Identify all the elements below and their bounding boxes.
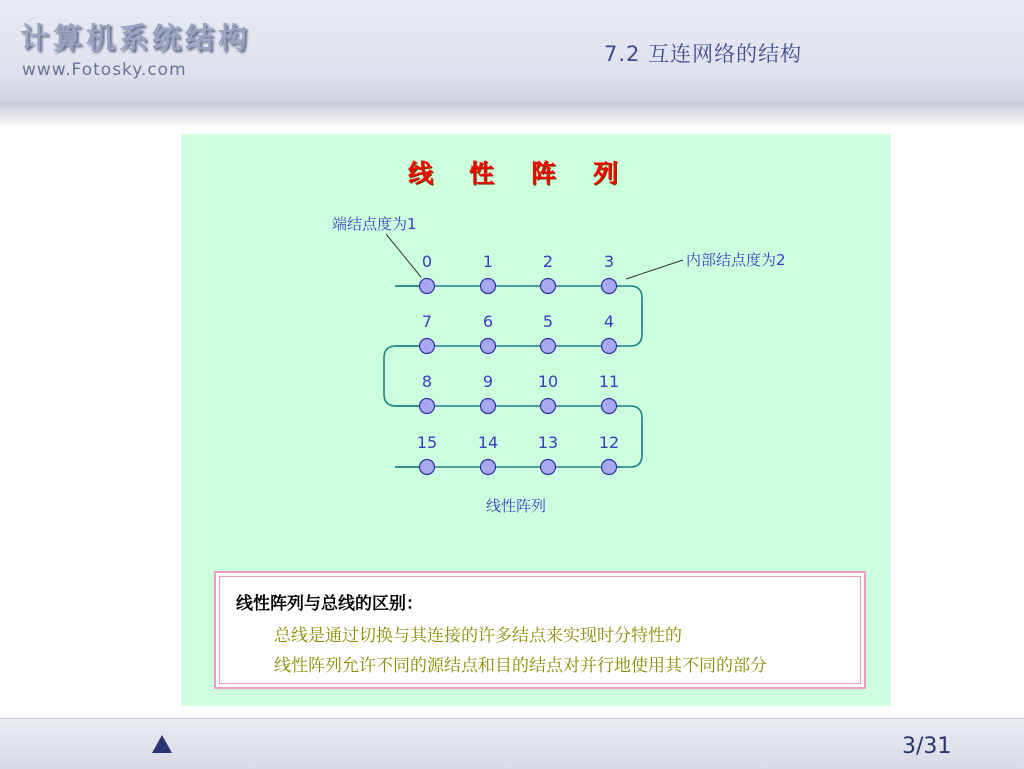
diagram-title-char-2: 性 xyxy=(469,159,495,188)
nav-up-triangle-icon[interactable] xyxy=(152,735,172,753)
node-6 xyxy=(481,339,496,354)
diagram-title-char-3: 阵 xyxy=(531,159,557,188)
node-label-14: 14 xyxy=(477,433,499,452)
node-9 xyxy=(481,399,496,414)
node-label-2: 2 xyxy=(542,252,554,271)
node-label-11: 11 xyxy=(598,372,620,391)
node-10 xyxy=(541,399,556,414)
node-label-1: 1 xyxy=(482,252,494,271)
loop-7-8 xyxy=(384,346,427,406)
diagram-caption: 线性阵列 xyxy=(486,497,547,515)
node-label-3: 3 xyxy=(603,252,615,271)
node-13 xyxy=(541,460,556,475)
callout-inner-degree: 内部结点度为2 xyxy=(686,251,786,269)
node-label-6: 6 xyxy=(482,312,494,331)
node-label-0: 0 xyxy=(421,252,433,271)
node-labels xyxy=(417,252,619,452)
note-line-1: 总线是通过切换与其连接的许多结点来实现时分特性的 xyxy=(274,626,682,646)
brand-title: 计算机系统结构 xyxy=(20,21,252,55)
node-12 xyxy=(602,460,617,475)
node-label-9: 9 xyxy=(482,372,494,391)
diagram-title-char-1: 线 xyxy=(408,159,434,188)
node-label-4: 4 xyxy=(603,312,615,331)
node-14 xyxy=(481,460,496,475)
node-0 xyxy=(420,279,435,294)
array-nodes xyxy=(420,279,620,475)
node-label-5: 5 xyxy=(542,312,554,331)
note-box xyxy=(214,571,866,689)
node-4 xyxy=(602,339,617,354)
section-title: 7.2 互连网络的结构 xyxy=(604,42,803,66)
node-label-8: 8 xyxy=(421,372,433,391)
diagram-title-char-4: 列 xyxy=(593,159,619,188)
node-label-7: 7 xyxy=(421,312,433,331)
callout-end-degree: 端结点度为1 xyxy=(332,215,417,233)
node-2 xyxy=(541,279,556,294)
node-11 xyxy=(602,399,617,414)
node-5 xyxy=(541,339,556,354)
node-label-15: 15 xyxy=(416,433,438,452)
callout-inner-line xyxy=(626,260,683,279)
node-1 xyxy=(481,279,496,294)
callout-end-line xyxy=(386,234,421,277)
node-8 xyxy=(420,399,435,414)
brand-url: www.Fotosky.com xyxy=(22,60,187,80)
node-label-10: 10 xyxy=(537,372,559,391)
node-15 xyxy=(420,460,435,475)
note-heading: 线性阵列与总线的区别： xyxy=(236,594,423,614)
node-3 xyxy=(602,279,617,294)
node-label-12: 12 xyxy=(598,433,620,452)
page-number: 3/31 xyxy=(902,734,952,759)
node-label-13: 13 xyxy=(537,433,559,452)
note-line-2: 线性阵列允许不同的源结点和目的结点对并行地使用其不同的部分 xyxy=(274,656,767,676)
node-7 xyxy=(420,339,435,354)
